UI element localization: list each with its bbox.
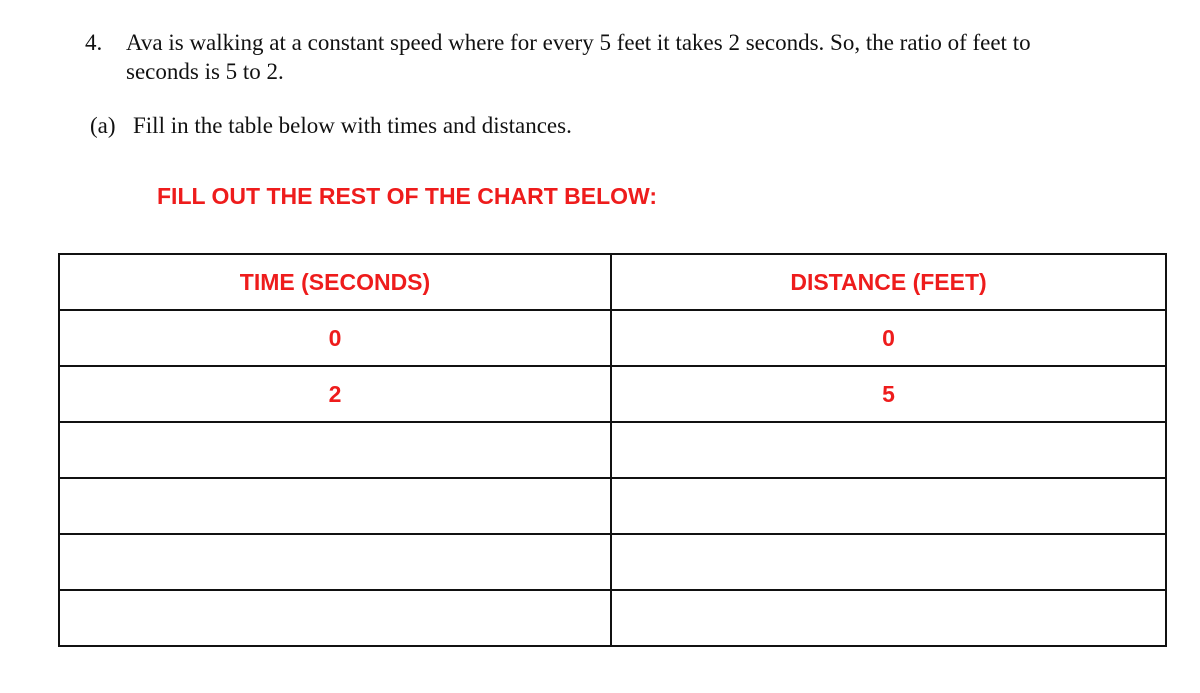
distance-cell	[611, 422, 1166, 478]
table-row	[59, 422, 1166, 478]
table-row	[59, 534, 1166, 590]
part-a	[90, 111, 610, 141]
time-cell	[59, 422, 611, 478]
time-distance-table	[58, 253, 1167, 647]
distance-cell	[611, 478, 1166, 534]
table-row	[59, 590, 1166, 646]
table-header-row	[59, 254, 1166, 310]
table-row	[59, 310, 1166, 366]
time-cell: 2	[59, 366, 611, 422]
part-a-label: (a)	[90, 113, 116, 138]
instruction-heading: FILL OUT THE REST OF THE CHART BELOW:	[157, 183, 658, 209]
part-a-text: Fill in the table below with times and distances.	[133, 113, 572, 138]
distance-cell: 5	[611, 366, 1166, 422]
problem-4	[85, 28, 1085, 86]
time-cell	[59, 590, 611, 646]
time-cell	[59, 478, 611, 534]
distance-cell	[611, 534, 1166, 590]
problem-number: 4.	[85, 30, 103, 55]
table-row	[59, 366, 1166, 422]
distance-cell	[611, 590, 1166, 646]
distance-cell: 0	[611, 310, 1166, 366]
header-time: TIME (SECONDS)	[59, 254, 611, 310]
header-distance: DISTANCE (FEET)	[611, 254, 1166, 310]
time-cell	[59, 534, 611, 590]
time-cell: 0	[59, 310, 611, 366]
table-row	[59, 478, 1166, 534]
problem-text: Ava is walking at a constant speed where for every 5 feet it takes 2 seconds. So, the ratio of feet to seconds is 5 to 2.	[126, 30, 1031, 84]
